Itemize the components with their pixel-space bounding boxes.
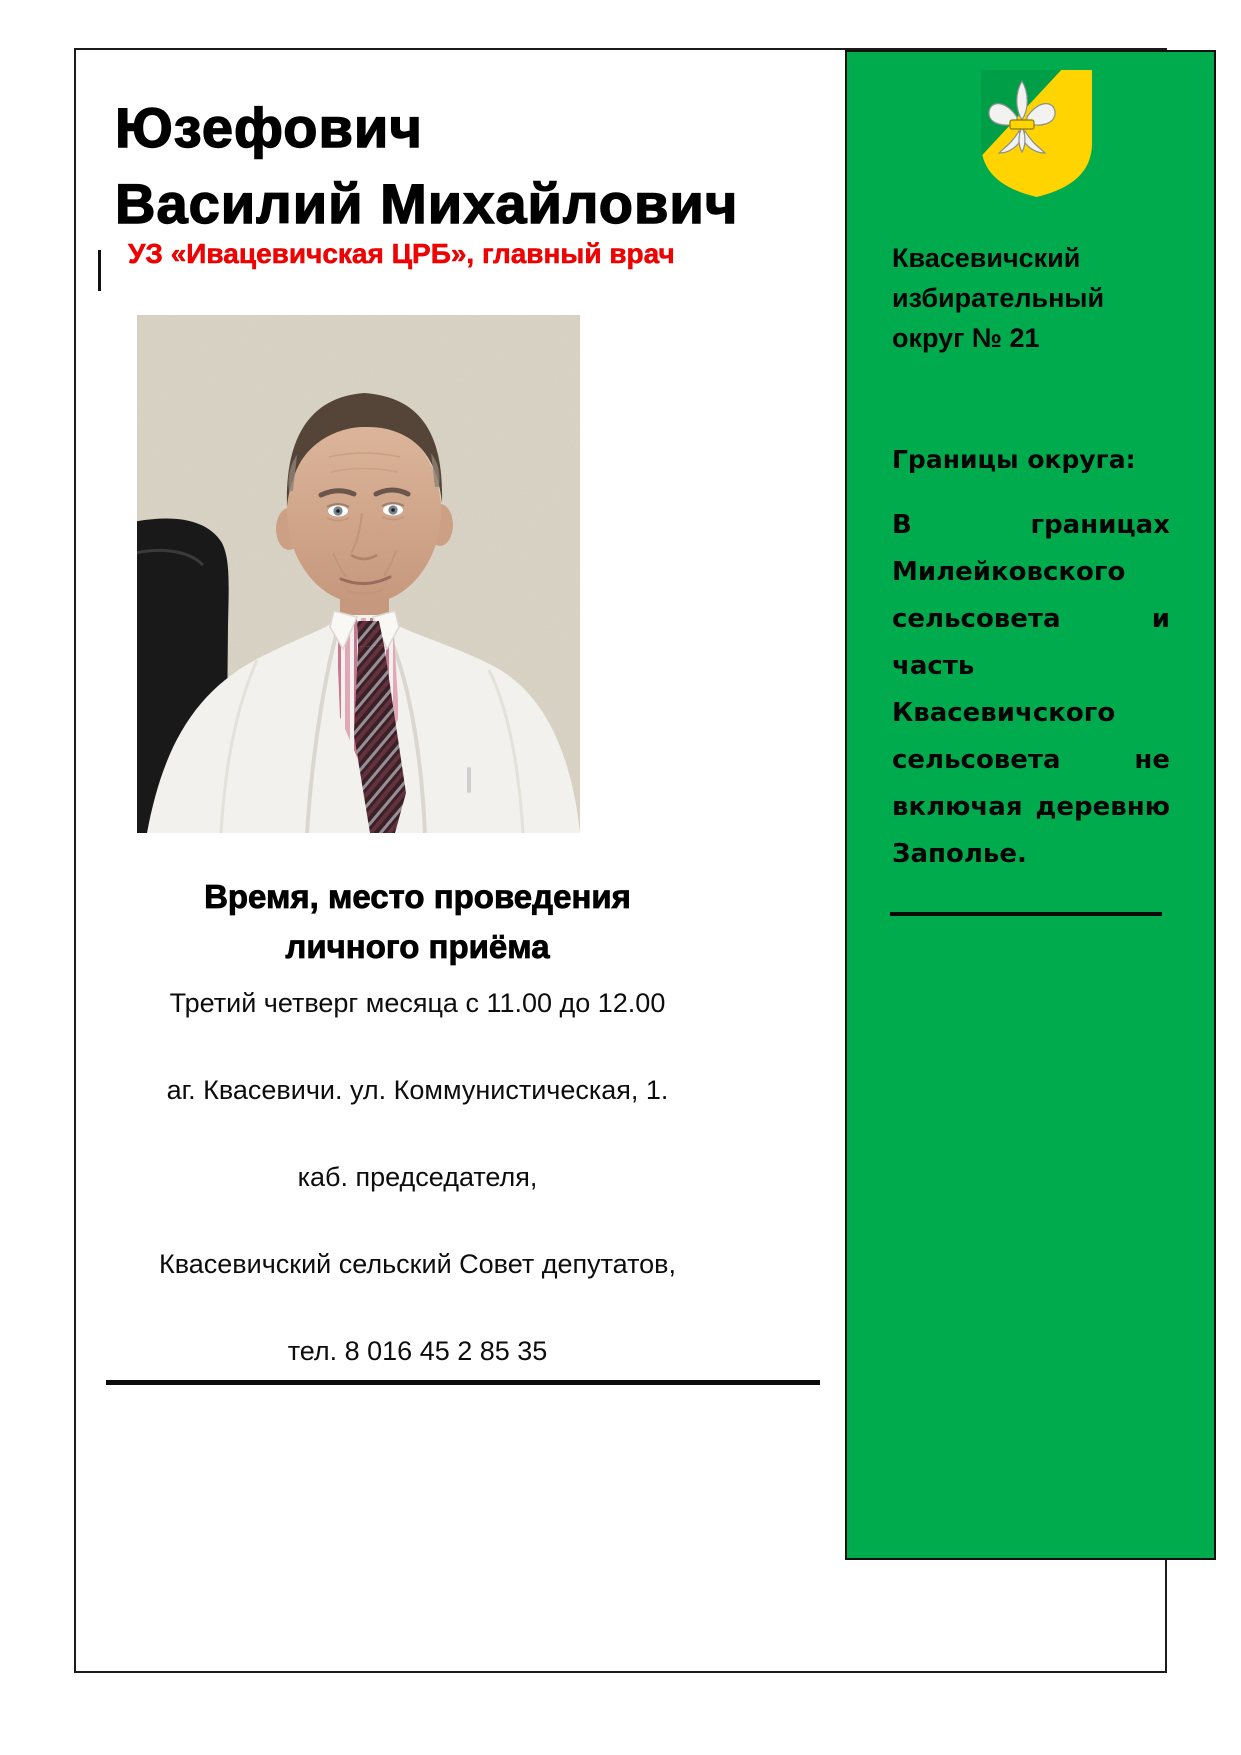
reception-heading-line2: личного приёма bbox=[285, 928, 550, 965]
borders-line: В границах bbox=[892, 510, 1170, 540]
district-borders-label: Границы округа: bbox=[892, 445, 1136, 474]
portrait-photo bbox=[137, 315, 580, 833]
borders-line: Квасевичского bbox=[892, 698, 1116, 728]
signature-line bbox=[890, 912, 1162, 916]
candidate-surname: Юзефович bbox=[115, 96, 423, 159]
borders-line: Заполье. bbox=[892, 839, 1027, 869]
borders-line: Милейковского bbox=[892, 557, 1126, 587]
borders-line: часть bbox=[892, 651, 975, 681]
reception-phone: тел. 8 016 45 2 85 35 bbox=[287, 1336, 548, 1366]
reception-heading bbox=[95, 872, 740, 972]
reception-details bbox=[75, 988, 760, 1367]
candidate-name bbox=[115, 90, 835, 242]
coat-of-arms-icon bbox=[978, 67, 1095, 200]
borders-line: включая деревню bbox=[892, 792, 1170, 822]
portrait-illustration bbox=[137, 315, 580, 833]
borders-line: сельсовета и bbox=[892, 604, 1170, 634]
reception-heading-line1: Время, место проведения bbox=[204, 878, 631, 915]
fleur-band bbox=[1010, 120, 1034, 129]
district-borders-text bbox=[892, 510, 1170, 886]
candidate-firstname-patronymic: Василий Михайлович bbox=[115, 172, 739, 235]
reception-schedule: Третий четверг месяца с 11.00 до 12.00 bbox=[169, 988, 666, 1018]
reception-underline bbox=[106, 1380, 820, 1385]
pocket-pen bbox=[467, 767, 471, 793]
reception-address: аг. Квасевичи. ул. Коммунистическая, 1. bbox=[166, 1075, 669, 1105]
candidate-position: УЗ «Ивацевичская ЦРБ», главный врач bbox=[128, 238, 675, 269]
borders-line: сельсовета не bbox=[892, 745, 1170, 775]
district-sidebar bbox=[845, 50, 1216, 1560]
district-name: Квасевичский избирательный округ № 21 bbox=[892, 243, 1105, 353]
reception-institution: Квасевичский сельский Совет депутатов, bbox=[158, 1249, 677, 1279]
reception-office: каб. председателя, bbox=[297, 1162, 538, 1192]
revision-bar bbox=[98, 250, 101, 291]
